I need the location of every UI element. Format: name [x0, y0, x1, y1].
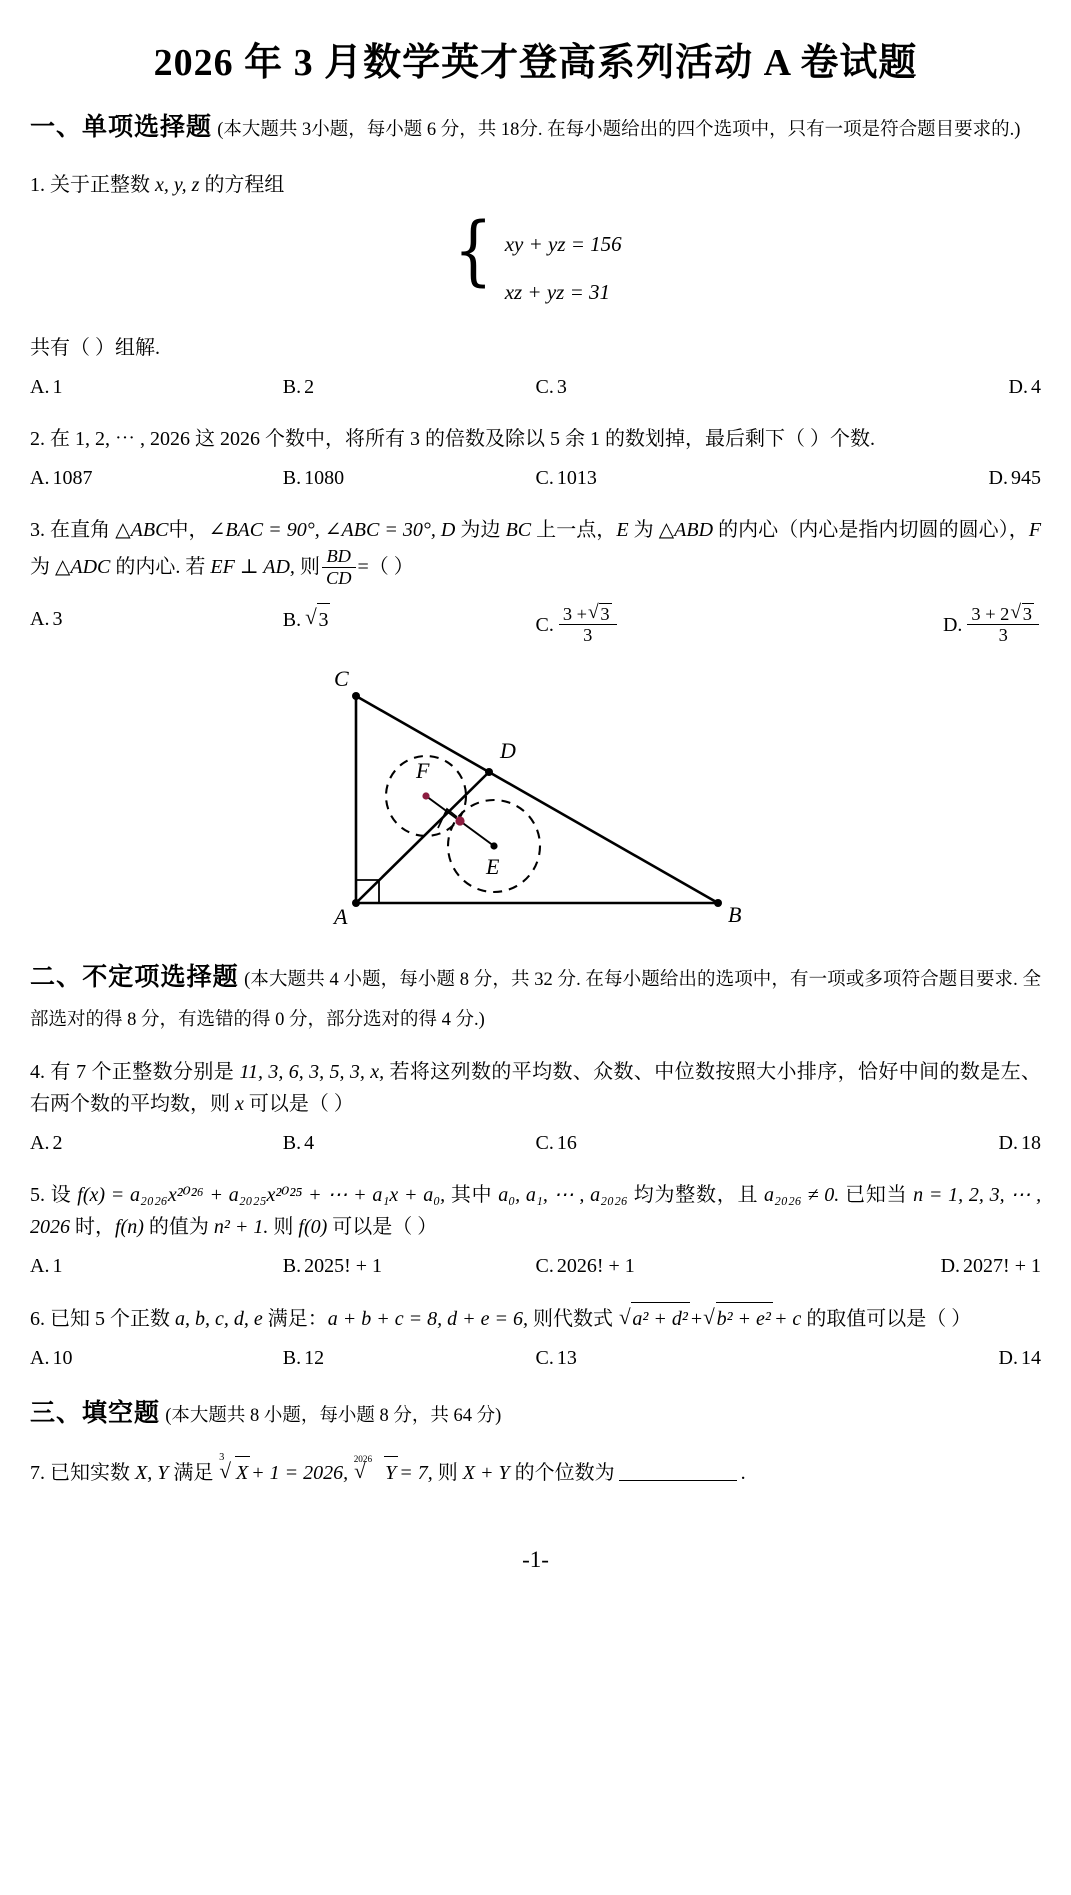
q3-triangle-abd: △ABD	[658, 519, 714, 542]
q5-range: n = 1, 2, 3, ⋯ , 2026	[30, 1184, 1042, 1239]
sqrt-icon	[619, 1302, 690, 1335]
option-d-label: D.	[1008, 376, 1028, 399]
question-1-options	[30, 371, 1041, 403]
option-b-value: 1080	[304, 467, 345, 490]
vertex-b-dot	[714, 899, 722, 907]
q6-t1: 已知 5 个正数	[50, 1308, 170, 1331]
q5-f-zero: f(0)	[298, 1216, 328, 1239]
question-5-stem	[30, 1179, 1041, 1243]
option-b[interactable]	[283, 603, 536, 636]
option-b[interactable]	[283, 462, 536, 494]
incenter-e-dot	[490, 842, 497, 849]
q6-radicand-1: a² + d²	[631, 1302, 690, 1335]
label-d: D	[499, 737, 516, 763]
option-c-numerator	[559, 603, 617, 626]
option-c-value: 3	[556, 376, 567, 399]
q6-conditions: a + b + c = 8, d + e = 6,	[327, 1308, 528, 1331]
q7-radicand-2: Y	[384, 1456, 398, 1489]
option-a[interactable]	[30, 462, 283, 494]
option-c-label: C.	[535, 613, 554, 636]
q6-plus: +	[690, 1308, 703, 1331]
sqrt-icon	[588, 603, 612, 625]
question-2-stem	[30, 423, 1041, 455]
q5-condition: a₂₀₂₆ ≠ 0.	[764, 1184, 840, 1207]
option-a[interactable]	[30, 603, 283, 635]
segment-ad	[356, 772, 489, 903]
page-title: 2026 年 3 月数学英才登高系列活动 A 卷试题	[153, 42, 918, 84]
option-a-label: A.	[30, 607, 50, 630]
intersection-point	[455, 816, 464, 825]
q7-equation-1: + 1 = 2026,	[251, 1462, 349, 1485]
q7-equation-2: = 7,	[399, 1462, 433, 1485]
q5-lead: 设	[50, 1184, 72, 1207]
option-c[interactable]	[536, 1250, 789, 1282]
question-7-stem	[30, 1452, 1041, 1489]
option-c-label: C.	[535, 1132, 554, 1155]
option-d[interactable]	[788, 1250, 1041, 1282]
q6-t4: 的取值可以是（ ）	[806, 1308, 972, 1331]
q3-ratio-fraction	[322, 546, 356, 588]
left-brace-icon: {	[454, 205, 493, 295]
q5-l2a: 已知当	[845, 1184, 908, 1207]
option-c-value: 1013	[556, 467, 597, 490]
section-heading	[30, 106, 1041, 150]
q4-t3: 可以是（ ）	[248, 1093, 354, 1116]
q3-triangle-abc: △ABC	[115, 519, 169, 542]
q3-ratio-denominator: CD	[325, 568, 352, 589]
option-d[interactable]	[788, 462, 1041, 494]
section-note: (本大题共 4 小题，每小题 8 分，共 32 分. 在每小题给出的选项中，有一项或多项符合题目要求. 全部选对的得 8 分，有选错的得 0 分，部分选对的得 4 分.)	[30, 969, 1041, 1030]
section-title: 一、单项选择题	[30, 113, 213, 141]
option-b[interactable]	[283, 1342, 536, 1374]
option-c-label: C.	[535, 1347, 554, 1370]
q5-mid: 其中	[450, 1184, 493, 1207]
question-1-equation-system	[30, 205, 1041, 322]
option-b-value: 2025! + 1	[304, 1255, 383, 1278]
option-b[interactable]	[283, 1250, 536, 1282]
q7-root-index-2: √ 2026	[353, 1453, 373, 1464]
q3-t7: 为	[30, 556, 50, 579]
q3-t2: 中，	[168, 519, 209, 542]
q5-l2e: 可以是（ ）	[332, 1216, 438, 1239]
option-d[interactable]	[788, 1127, 1041, 1159]
question-1-stem	[30, 169, 1041, 201]
q3-t1: 在直角	[50, 519, 111, 542]
option-b-label: B.	[282, 608, 302, 631]
q5-fn: f(n)	[115, 1216, 144, 1239]
option-d-value: 4	[1031, 376, 1041, 399]
q4-var: x	[235, 1093, 244, 1116]
question-1-number: 1.	[30, 174, 45, 197]
q5-l2c: 的值为	[148, 1216, 209, 1239]
option-a[interactable]	[30, 1342, 283, 1374]
option-c-denominator: 3	[583, 625, 593, 646]
question-6	[30, 1302, 1041, 1374]
question-4-stem	[30, 1056, 1041, 1120]
question-3-figure	[30, 668, 1041, 938]
q6-t3: 则代数式	[533, 1308, 613, 1331]
option-b-label: B.	[282, 1347, 302, 1370]
q3-point-e: E	[616, 519, 629, 542]
q7-t3: 则	[437, 1462, 458, 1485]
q4-t2: 若将这列数的平均数、众数、中位数按照大小排序，恰好中间的数是左、右两个数的平均数，则	[30, 1061, 1041, 1116]
q3-t10: =（ ）	[357, 556, 414, 579]
section-fill-blank	[30, 1392, 1041, 1436]
option-d-fraction	[967, 603, 1039, 646]
label-e: E	[485, 853, 499, 879]
option-d-denominator: 3	[998, 625, 1008, 646]
option-c[interactable]	[536, 371, 789, 403]
option-b-value: 2	[304, 376, 315, 399]
page-number-footer: -1-	[522, 1547, 549, 1573]
q5-polynomial: f(x) = a₂₀₂₆x²⁰²⁶ + a₂₀₂₅x²⁰²⁵ + ⋯ + a₁x + a₀,	[77, 1184, 446, 1207]
sqrt-icon	[305, 603, 330, 636]
option-a-label: A.	[30, 467, 50, 490]
option-d-value: 18	[1021, 1132, 1041, 1155]
section-single-choice	[30, 106, 1041, 150]
question-3-stem	[30, 514, 1041, 588]
option-d-label: D.	[988, 467, 1008, 490]
q6-radicand-2: b² + e²	[716, 1302, 773, 1335]
q7-root-index-1: √ 3	[219, 1452, 225, 1464]
q3-t3: 为边	[460, 519, 501, 542]
q4-number-list: 11, 3, 6, 3, 5, 3, x,	[239, 1061, 385, 1084]
option-c-value: 13	[556, 1347, 577, 1370]
q3-t9: 则	[299, 556, 320, 579]
option-c-value: 16	[556, 1132, 577, 1155]
option-d-value: 2027! + 1	[963, 1255, 1041, 1278]
option-b[interactable]	[283, 371, 536, 403]
option-b-value: 12	[304, 1347, 325, 1370]
label-b: B	[727, 901, 741, 927]
option-b-value: 4	[304, 1132, 315, 1155]
question-1-stem-lead: 关于正整数	[50, 174, 150, 197]
option-d-num-prefix: 3 + 2	[971, 603, 1010, 624]
q5-l2d: 则	[273, 1216, 294, 1239]
section-note: (本大题共 8 小题，每小题 8 分，共 64 分)	[165, 1406, 502, 1427]
label-c: C	[333, 667, 349, 691]
vertex-a-dot	[352, 899, 360, 907]
option-c[interactable]	[536, 1342, 789, 1374]
q3-t8: 的内心. 若	[115, 556, 206, 579]
label-f: F	[415, 757, 429, 783]
q3-t4: 上一点，	[536, 519, 617, 542]
option-d-num-radicand: 3	[1022, 603, 1032, 624]
q4-t1: 有 7 个正整数分别是	[50, 1061, 235, 1084]
question-4-number: 4.	[30, 1061, 45, 1084]
question-3-options	[30, 603, 1041, 646]
option-a[interactable]	[30, 1250, 283, 1282]
sqrt-icon	[1010, 603, 1034, 625]
option-d-label: D.	[998, 1132, 1018, 1155]
cube-root-icon	[219, 1452, 250, 1489]
option-a-label: A.	[30, 376, 50, 399]
option-d[interactable]	[788, 1342, 1041, 1374]
option-c-label: C.	[535, 376, 554, 399]
q3-triangle-adc: △ADC	[55, 556, 111, 579]
option-d-value: 14	[1021, 1347, 1041, 1370]
option-d-label: D.	[998, 1347, 1018, 1370]
q7-t1: 已知实数	[50, 1462, 130, 1485]
question-4	[30, 1056, 1041, 1159]
answer-blank[interactable]	[619, 1480, 737, 1481]
q7-vars: X, Y	[135, 1462, 169, 1485]
option-c-num-radicand: 3	[600, 603, 610, 624]
option-d[interactable]	[788, 371, 1041, 403]
option-a-value: 3	[52, 607, 63, 630]
option-a-value: 10	[52, 1347, 73, 1370]
q5-coefficients: a₀, a₁, ⋯ , a₂₀₂₆	[498, 1184, 628, 1207]
nth-root-icon	[353, 1453, 398, 1489]
q7-sum: X + Y	[462, 1462, 510, 1485]
option-d-numerator	[967, 603, 1039, 626]
option-d-label: D.	[942, 613, 963, 636]
q3-angle-abc: ∠ABC = 30°,	[324, 519, 436, 542]
option-c-label: C.	[535, 1255, 554, 1278]
q3-t6: 的内心（内心是指内切圆的圆心），	[718, 519, 1029, 542]
option-c-fraction	[559, 603, 617, 646]
option-c-label: C.	[535, 467, 554, 490]
segment-cb	[356, 696, 718, 903]
option-c-value: 2026! + 1	[556, 1255, 635, 1278]
option-c[interactable]	[536, 462, 789, 494]
option-d[interactable]	[788, 603, 1041, 646]
option-b-label: B.	[282, 1255, 302, 1278]
question-2-text: 在 1, 2, ⋯ , 2026 这 2026 个数中，将所有 3 的倍数及除以 5 余 1 的数划掉，最后剩下（ ）个数.	[50, 428, 875, 451]
question-6-options	[30, 1342, 1041, 1374]
section-multi-choice	[30, 956, 1041, 1037]
option-d-label: D.	[940, 1255, 961, 1278]
q6-expr-tail: + c	[773, 1308, 802, 1331]
option-d-value: 945	[1011, 467, 1041, 490]
section-title: 三、填空题	[30, 1400, 161, 1428]
q3-ratio-numerator: BD	[322, 546, 356, 568]
option-b-label: B.	[282, 376, 302, 399]
vertex-c-dot	[352, 692, 360, 700]
incenter-f-dot	[422, 792, 429, 799]
option-a[interactable]	[30, 371, 283, 403]
q5-l2b: 时，	[75, 1216, 115, 1239]
q6-vars: a, b, c, d, e	[175, 1308, 263, 1331]
question-2	[30, 423, 1041, 494]
section-note: (本大题共 3小题，每小题 6 分，共 18分. 在每小题给出的四个选项中，只有一项是符合题目要求的.)	[217, 119, 1021, 140]
vertex-d-dot	[485, 768, 493, 776]
option-a-value: 1	[52, 1255, 63, 1278]
option-c[interactable]	[536, 1127, 789, 1159]
question-2-options	[30, 462, 1041, 494]
question-1-stem-after: 共有（ ）组解.	[30, 337, 160, 360]
question-4-options	[30, 1127, 1041, 1159]
option-a-value: 2	[52, 1132, 63, 1155]
question-7-number: 7.	[30, 1462, 45, 1485]
option-b-label: B.	[282, 1132, 302, 1155]
q3-seg-bc: BC	[505, 519, 532, 542]
section-heading	[30, 1392, 1041, 1436]
q5-value: n² + 1.	[213, 1216, 269, 1239]
question-1-vars: x, y, z	[155, 174, 200, 197]
question-1	[30, 169, 1041, 403]
q6-t2: 满足：	[267, 1308, 328, 1331]
sqrt-icon	[703, 1302, 773, 1335]
question-5-number: 5.	[30, 1184, 45, 1207]
geometry-diagram	[326, 668, 746, 938]
question-3	[30, 514, 1041, 937]
question-5-options	[30, 1250, 1041, 1282]
section-title: 二、不定项选择题	[30, 963, 239, 991]
question-6-stem	[30, 1302, 1041, 1335]
question-6-number: 6.	[30, 1308, 45, 1331]
q7-t4: 的个位数为	[514, 1462, 615, 1485]
option-a-label: A.	[30, 1132, 50, 1155]
option-b-value: 3	[317, 603, 330, 636]
q3-point-d: D	[440, 519, 456, 542]
section-heading	[30, 956, 1041, 1037]
equation-line-2: xz + yz = 31	[504, 279, 611, 304]
label-a: A	[333, 903, 347, 929]
q3-point-f: F	[1028, 519, 1042, 542]
option-c[interactable]	[536, 603, 789, 646]
question-7	[30, 1452, 1041, 1489]
option-a-value: 1087	[52, 467, 93, 490]
q7-t2: 满足	[173, 1462, 214, 1485]
question-5	[30, 1179, 1041, 1282]
question-3-number: 3.	[30, 519, 45, 542]
option-a-label: A.	[30, 1255, 50, 1278]
question-1-stem-tail: 的方程组	[204, 174, 285, 197]
q7-t5: .	[740, 1462, 746, 1485]
option-a[interactable]	[30, 1127, 283, 1159]
option-b[interactable]	[283, 1127, 536, 1159]
equation-line-1: xy + yz = 156	[504, 232, 622, 257]
option-a-value: 1	[52, 376, 63, 399]
option-b-label: B.	[282, 467, 302, 490]
option-c-num-prefix: 3 +	[562, 603, 588, 624]
q3-angle-bac: ∠BAC = 90°,	[208, 519, 320, 542]
q3-t5: 为	[633, 519, 654, 542]
q3-perp-condition: EF ⊥ AD,	[210, 556, 295, 579]
q5-mid2: 均为整数，且	[633, 1184, 759, 1207]
option-a-label: A.	[30, 1347, 50, 1370]
q7-radicand-1: X	[235, 1456, 250, 1489]
question-2-number: 2.	[30, 428, 45, 451]
